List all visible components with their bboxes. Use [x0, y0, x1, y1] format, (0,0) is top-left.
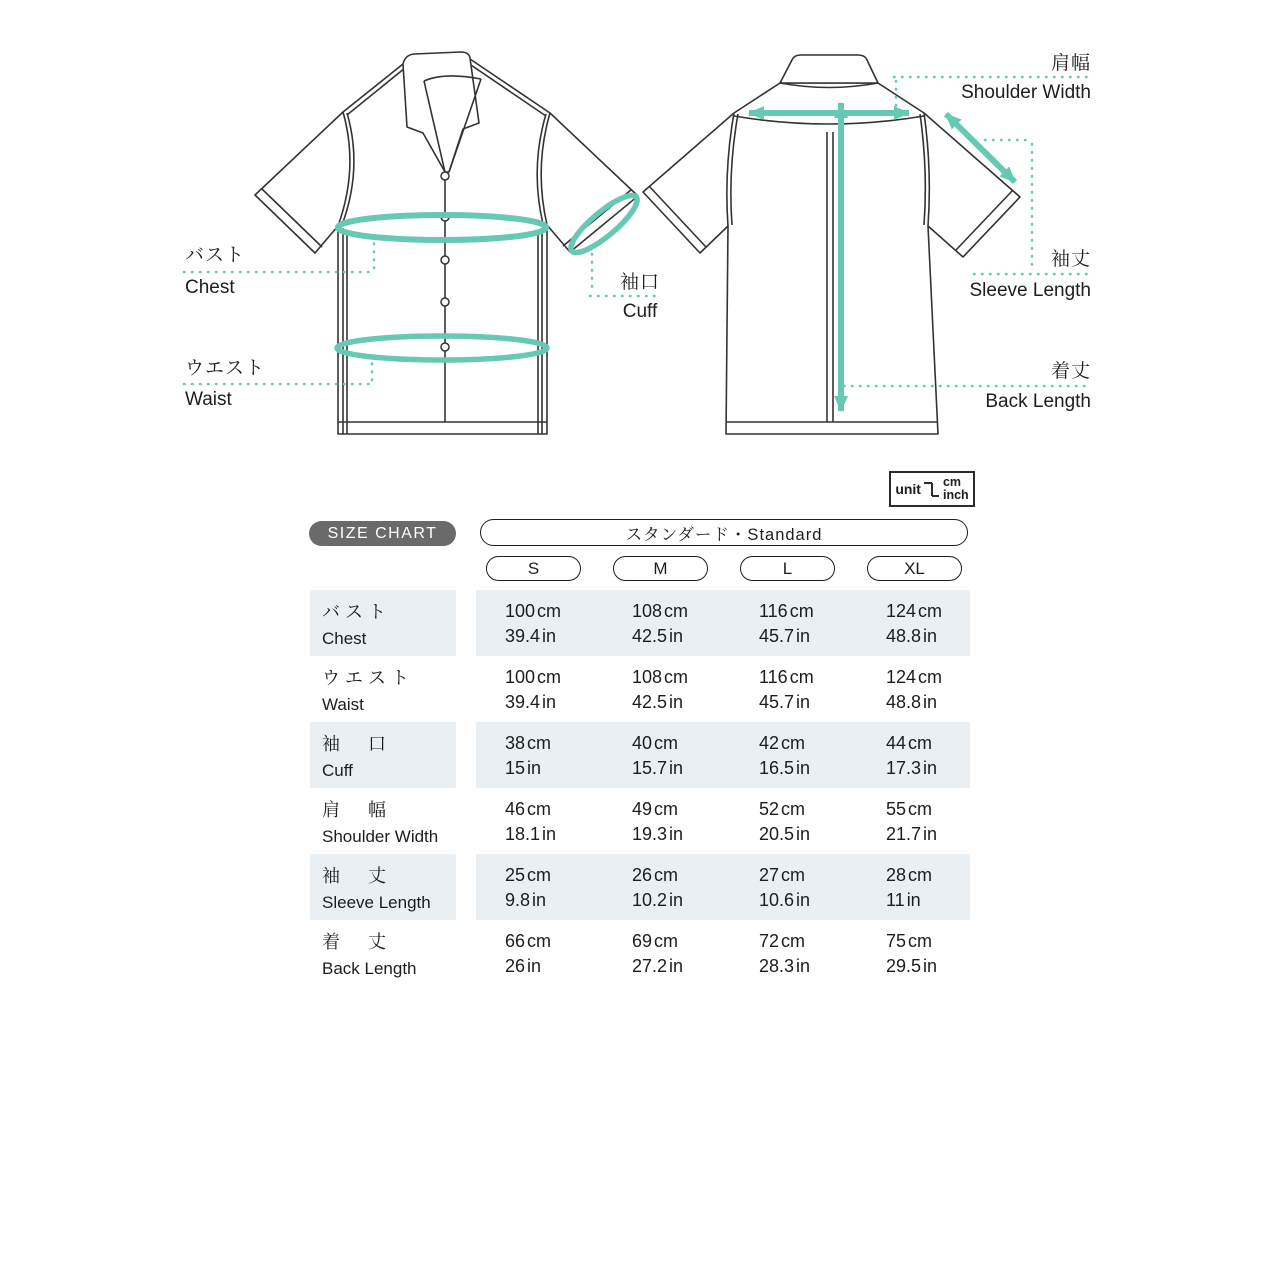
row-label-en: Waist [322, 695, 364, 714]
measurement-row-values [476, 656, 970, 722]
sleeve-length-label-en: Sleeve Length [969, 280, 1091, 301]
measurement-value: 44 cm 17.3 in [886, 733, 938, 778]
back-length-label-en: Back Length [985, 391, 1091, 412]
measurement-row-values [476, 722, 970, 788]
size-pills-row [476, 556, 970, 581]
size-table-label-column [310, 590, 456, 986]
measurement-row-label [310, 656, 456, 722]
unit-bracket-icon [924, 476, 940, 502]
unit-label: unit [895, 481, 921, 497]
row-label-jp: バスト [322, 602, 391, 622]
shoulder-width-label-jp: 肩幅 [1050, 53, 1091, 74]
measurement-row-label [310, 722, 456, 788]
row-label-en: Sleeve Length [322, 893, 431, 912]
size-pill-xl: XL [867, 556, 962, 581]
measurement-value: 108 cm 42.5 in [632, 667, 689, 712]
unit-cm-label: cm [942, 475, 962, 489]
measurement-row-label [310, 788, 456, 854]
measurement-value: 100 cm 39.4 in [505, 601, 562, 646]
measurement-value: 116 cm 45.7 in [759, 601, 814, 646]
row-label-en: Cuff [322, 761, 353, 780]
unit-inch-label: inch [942, 488, 969, 502]
measurement-value: 40 cm 15.7 in [632, 733, 684, 778]
cuff-label-en: Cuff [622, 301, 658, 322]
measurement-value: 25 cm 9.8 in [505, 865, 552, 910]
chest-label-en: Chest [185, 277, 235, 298]
measurement-value: 38 cm 15 in [505, 733, 552, 778]
unit-box [889, 471, 975, 507]
cuff-label-jp: 袖口 [619, 272, 661, 293]
size-chart-title: SIZE CHART [309, 521, 456, 546]
front-shirt-illustration [255, 52, 638, 434]
category-pill: スタンダード・Standard [480, 519, 968, 546]
size-pill-s: S [486, 556, 581, 581]
back-length-label-jp: 着丈 [1050, 361, 1091, 382]
row-label-jp: 袖 丈 [322, 866, 391, 886]
size-table-data-block [476, 590, 970, 986]
row-label-en: Back Length [322, 959, 417, 978]
measurement-row-label [310, 920, 456, 986]
measurement-row-values [476, 854, 970, 920]
row-label-jp: 着 丈 [322, 932, 391, 952]
measurement-value: 46 cm 18.1 in [505, 799, 557, 844]
measurement-value: 116 cm 45.7 in [759, 667, 814, 712]
row-label-jp: 肩 幅 [322, 800, 391, 820]
measurement-row-values [476, 590, 970, 656]
measurement-value: 75 cm 29.5 in [886, 931, 938, 976]
row-label-jp: 袖 口 [322, 734, 391, 754]
measurement-row-values [476, 920, 970, 986]
shoulder-width-label-en: Shoulder Width [961, 82, 1091, 103]
measurement-row-label [310, 590, 456, 656]
row-label-en: Chest [322, 629, 367, 648]
measurement-value: 108 cm 42.5 in [632, 601, 689, 646]
measurement-value: 100 cm 39.4 in [505, 667, 562, 712]
measurement-value: 124 cm 48.8 in [886, 667, 943, 712]
measurement-value: 49 cm 19.3 in [632, 799, 684, 844]
size-pill-m: M [613, 556, 708, 581]
measurement-value: 52 cm 20.5 in [759, 799, 811, 844]
size-pill-l: L [740, 556, 835, 581]
sleeve-length-label-jp: 袖丈 [1050, 249, 1091, 270]
measurement-value: 26 cm 10.2 in [632, 865, 684, 910]
measurement-value: 42 cm 16.5 in [759, 733, 811, 778]
measurement-row-label [310, 854, 456, 920]
measurement-value: 69 cm 27.2 in [632, 931, 684, 976]
measurement-value: 66 cm 26 in [505, 931, 552, 976]
row-label-jp: ウエスト [322, 668, 414, 688]
row-label-en: Shoulder Width [322, 827, 439, 846]
measurement-value: 28 cm 11 in [886, 865, 933, 910]
waist-label-en: Waist [185, 389, 232, 410]
waist-label-jp: ウエスト [185, 358, 266, 379]
measurement-value: 27 cm 10.6 in [759, 865, 811, 910]
measurement-value: 124 cm 48.8 in [886, 601, 943, 646]
measurement-value: 72 cm 28.3 in [759, 931, 811, 976]
measurement-value: 55 cm 21.7 in [886, 799, 938, 844]
measurement-row-values [476, 788, 970, 854]
chest-label-jp: バスト [185, 245, 246, 266]
